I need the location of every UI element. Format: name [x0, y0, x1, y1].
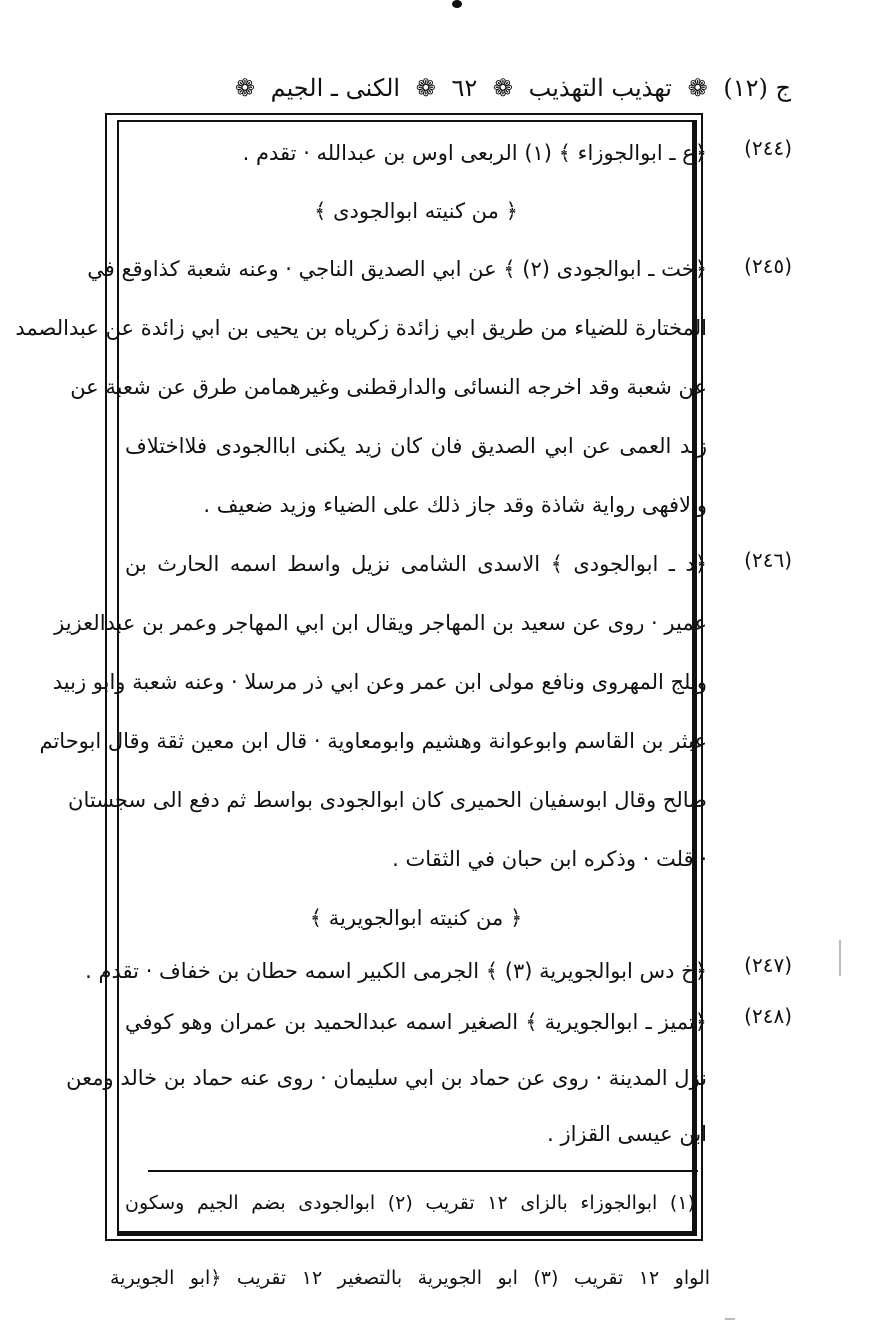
entry-246-line-5: صالح وقال ابوسفيان الحميرى كان ابوالجودى بواسط ثم دفع الى سجستان — [68, 788, 707, 812]
entry-244-line-1: ﴿ع ـ ابوالجوزاء ﴾ (١) الربعى اوس بن عبدالله · تقدم . — [242, 141, 707, 165]
entry-245-line-5: والافهى رواية شاذة وقد جاز ذلك على الضياء وزيد ضعيف . — [203, 493, 707, 517]
entry-245-line-3: عن شعبة وقد اخرجه النسائى والدارقطنى وغيرهمامن طرق عن شعبة عن — [70, 375, 707, 399]
footnote-line-1: (١) ابوالجوزاء بالزاى ١٢ تقريب (٢) ابوالجودى بضم الجيم وسكون — [125, 1192, 695, 1214]
section-heading-abul-judi: ﴿ من كنيته ابوالجودى ﴾ — [314, 199, 518, 223]
header-page-number: ٦٢ — [451, 74, 478, 102]
margin-mark — [839, 940, 841, 976]
entry-number-244: (٢٤٤) — [744, 136, 792, 160]
entry-246-line-3: وبلج المهروى ونافع مولى ابن عمر وعن ابي ذر مرسلا · وعنه شعبة وابو زبيد — [52, 670, 707, 694]
running-header — [105, 60, 795, 116]
entry-245-line-1: ﴿خت ـ ابوالجودى (٢) ﴾ عن ابي الصديق الناجي · وعنه شعبة كذاوقع في — [87, 257, 707, 281]
entry-245-line-4: زيد العمى عن ابي الصديق فان كان زيد يكنى اباالجودى فلااختلاف — [125, 434, 707, 458]
entry-248-line-3: ابن عيسى القزاز . — [547, 1122, 707, 1146]
ornament-icon: ❁ — [687, 74, 708, 102]
entry-248-line-2: نزل المدينة · روى عن حماد بن ابي سليمان · روى عنه حماد بن خالد ومعن — [66, 1066, 707, 1090]
header-section: الكنى ـ الجيم — [270, 74, 401, 102]
entry-number-247: (٢٤٧) — [744, 953, 792, 977]
entry-246-line-1: ﴿د ـ ابوالجودى ﴾ الاسدى الشامى نزيل واسط اسمه الحارث بن — [125, 552, 707, 576]
footnote-line-2: الواو ١٢ تقريب (٣) ابو الجويرية بالتصغير ١٢ تقريب ﴿ابو الجويرية — [110, 1267, 710, 1289]
ornament-icon: ❁ — [492, 74, 513, 102]
entry-number-246: (٢٤٦) — [744, 548, 792, 572]
main-text — [15, 124, 707, 1162]
entry-245-line-2: المختارة للضياء من طريق ابي زائدة زكرياه بن يحيى بن ابي زائدة عن عبدالصمد — [15, 316, 707, 340]
ornament-icon: ❁ — [234, 74, 255, 102]
page-top-mark — [452, 0, 462, 8]
entry-number-245: (٢٤٥) — [744, 254, 792, 278]
entry-247-line-1: ﴿خ دس ابوالجويرية (٣) ﴾ الجرمى الكبير اسمه حطان بن خفاف · تقدم . — [85, 959, 707, 983]
bottom-mark — [725, 1318, 735, 1320]
entry-246-line-6: · قلت · وذكره ابن حبان في الثقات . — [392, 847, 707, 871]
header-book-title: تهذيب التهذيب — [528, 74, 672, 102]
section-heading-abul-juwairiya: ﴿ من كنيته ابوالجويرية ﴾ — [309, 906, 523, 930]
entry-number-248: (٢٤٨) — [744, 1004, 792, 1028]
entry-246-line-2: عمير · روى عن سعيد بن المهاجر ويقال ابن ابي المهاجر وعمر بن عبدالعزيز — [54, 611, 707, 635]
entry-248-line-1: ﴿تميز ـ ابوالجويرية ﴾ الصغير اسمه عبدالحميد بن عمران وهو كوفي — [125, 1010, 707, 1034]
ornament-icon: ❁ — [415, 74, 436, 102]
header-volume: ج (١٢) — [723, 74, 791, 102]
footnote-rule — [148, 1170, 698, 1172]
entry-246-line-4: عبثر بن القاسم وابوعوانة وهشيم وابومعاوية · قال ابن معين ثقة وقال ابوحاتم — [39, 729, 707, 753]
